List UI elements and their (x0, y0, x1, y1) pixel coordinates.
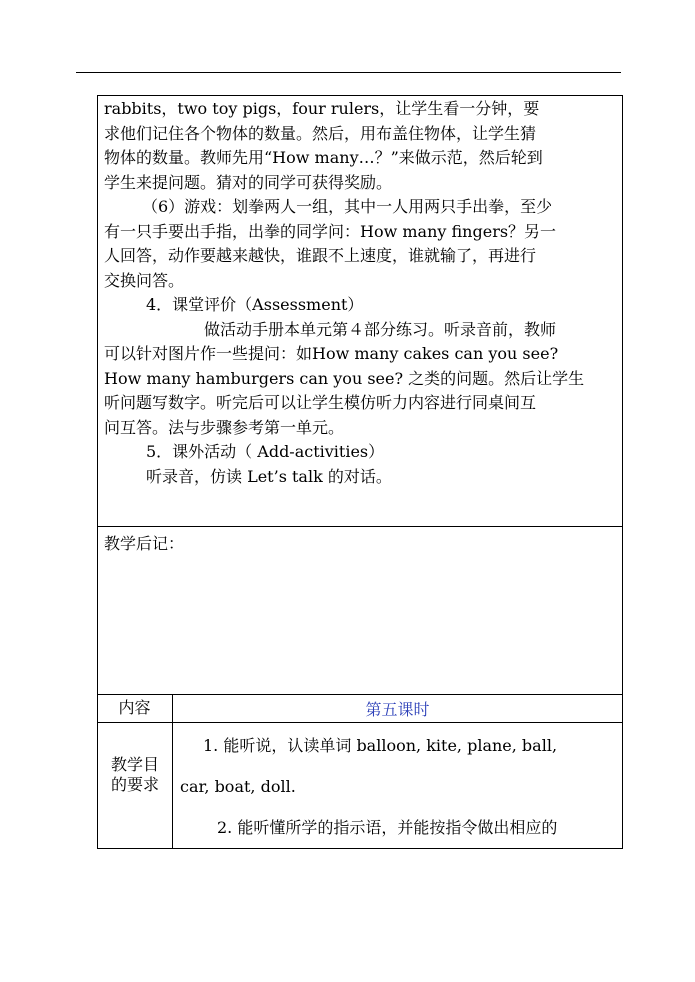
table-top-border (97, 95, 623, 96)
section-heading-assessment: 4．课堂评价（Assessment） (146, 295, 364, 314)
text-line: rabbits，two toy pigs，four rulers，让学生看一分钟，要 (104, 99, 540, 118)
table-row-divider (97, 526, 623, 527)
text-line: 有一只手要出手指，出拳的同学问：How many fingers？另一 (104, 221, 557, 241)
table-left-border (97, 95, 98, 849)
table-right-border (622, 95, 623, 849)
text-line: 问互答。法与步骤参考第一单元。 (104, 417, 345, 437)
table-row-divider (97, 722, 623, 723)
text-line: 人回答，动作要越来越快，谁跟不上速度，谁就输了，再进行 (104, 246, 537, 265)
content-label: 内容 (118, 698, 151, 717)
text-line: 物体的数量。教师先用“How many…？”来做示范，然后轮到 (104, 148, 543, 167)
text-line: 求他们记住各个物体的数量。然后，用布盖住物体，让学生猜 (104, 123, 537, 143)
text-line: 学生来提问题。猜对的同学可获得奖励。 (104, 172, 393, 192)
goal-line: car, boat, doll. (180, 777, 296, 796)
page-header-rule (76, 72, 621, 73)
table-bottom-border (97, 848, 623, 849)
teaching-notes-label: 教学后记： (104, 534, 185, 553)
text-line: 可以针对图片作一些提问：如How many cakes can you see? (104, 344, 559, 363)
lesson-title: 第五课时 (365, 700, 430, 719)
lesson-procedure-text (104, 97, 618, 489)
text-line: 听问题写数字。听完后可以让学生模仿听力内容进行同桌间互 (104, 393, 537, 412)
text-line: How many hamburgers can you see? 之类的问题。然后让学生 (104, 368, 585, 388)
section-heading-add-activities: 5．课外活动（ Add-activities） (146, 442, 385, 461)
table-row-divider (97, 694, 623, 695)
text-line: 做活动手册本单元第４部分练习。听录音前，教师 (204, 319, 557, 339)
text-line: 听录音，仿读 Let’s talk 的对话。 (146, 466, 392, 486)
text-line: （6）游戏：划拳两人一组，其中一人用两只手出拳，至少 (142, 197, 553, 216)
goal-line: 1. 能听说，认读单词 balloon, kite, plane, ball, (203, 736, 558, 755)
goal-line: 2. 能听懂所学的指示语，并能按指令做出相应的 (217, 818, 558, 837)
teaching-goals-label: 教学目的要求 (110, 755, 159, 794)
text-line: 交换问答。 (104, 270, 185, 290)
